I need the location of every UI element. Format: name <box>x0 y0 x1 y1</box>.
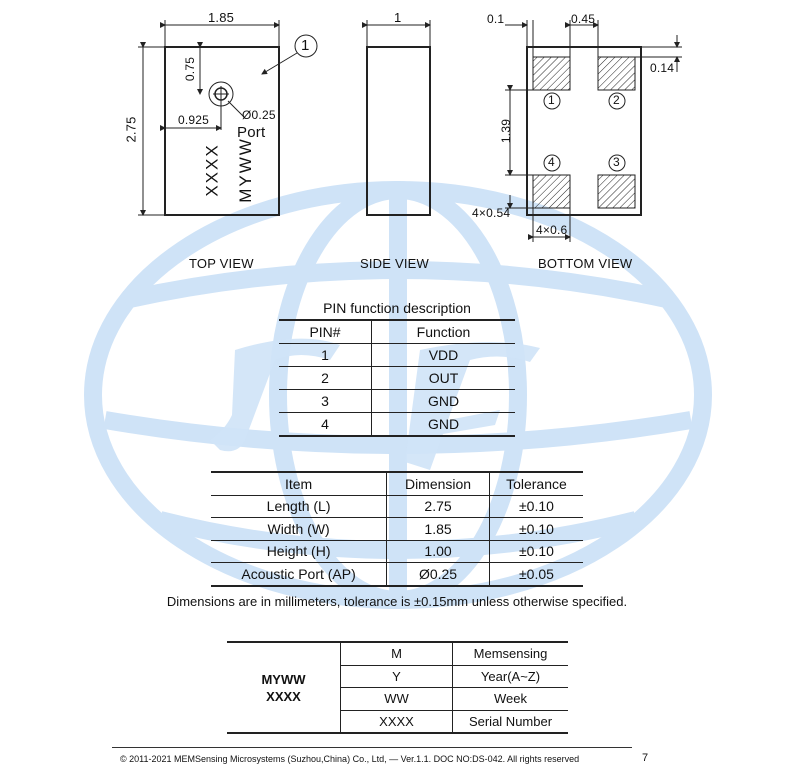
dim-edge: 0.1 <box>487 12 505 26</box>
page-number: 7 <box>642 752 649 764</box>
marking-meaning: Year(A~Z) <box>480 668 541 684</box>
marking-code <box>227 642 341 733</box>
footer-divider <box>112 747 632 748</box>
pin-function: GND <box>427 393 460 409</box>
dim-port-y: 0.75 <box>183 56 198 82</box>
header-item: Item <box>211 472 387 495</box>
port-label: Port <box>237 124 266 141</box>
dim-value: Ø0.25 <box>387 563 490 586</box>
tolerance-note: Dimensions are in millimeters, tolerance is ±0.15mm unless otherwise specified. <box>166 594 628 609</box>
table-row <box>279 367 515 390</box>
table-row <box>279 413 515 437</box>
dim-item: Length (L) <box>211 495 387 518</box>
dim-port-x: 0.925 <box>178 113 210 127</box>
pad-label-4: 4 <box>548 155 555 169</box>
header-function: Function <box>416 324 471 340</box>
marking-code-line1: MYWW <box>261 671 306 687</box>
table-header-row <box>279 320 515 344</box>
top-view-caption: TOP VIEW <box>189 256 254 271</box>
pin-number: 1 <box>279 344 372 367</box>
table-row <box>279 390 515 413</box>
marking-symbol: XXXX <box>341 710 453 733</box>
pad-2 <box>598 57 635 90</box>
table-header-row <box>211 472 583 495</box>
pin-number: 2 <box>279 367 372 390</box>
table-row <box>211 518 583 541</box>
marking-meaning: Serial Number <box>468 713 553 729</box>
marking-table <box>227 641 568 734</box>
marking-symbol: WW <box>341 688 453 711</box>
dim-pad-height: 4×0.54 <box>472 206 511 220</box>
marking-date: MYWW <box>235 137 255 203</box>
header-dimension: Dimension <box>387 472 490 495</box>
pad-label-1: 1 <box>548 93 555 107</box>
pin-number: 3 <box>279 390 372 413</box>
dim-value: 1.00 <box>387 540 490 563</box>
dim-item: Height (H) <box>211 540 387 563</box>
dim-port-diameter: Ø0.25 <box>242 108 276 122</box>
header-tolerance: Tolerance <box>506 475 567 492</box>
pin-function: OUT <box>428 370 459 386</box>
table-row <box>211 540 583 563</box>
footer-copyright: © 2011-2021 MEMSensing Microsystems (Suzhou,China) Co., Ltd, — Ver.1.1. DOC NO:DS-042. All rights reserved <box>120 754 580 764</box>
header-pin: PIN# <box>279 320 372 344</box>
dim-height: 1 <box>394 10 402 25</box>
table-row <box>279 344 515 367</box>
pad-label-3: 3 <box>613 155 620 169</box>
marking-symbol: Y <box>341 665 453 688</box>
dim-top-edge: 0.14 <box>650 61 675 75</box>
pad-3 <box>598 175 635 208</box>
dim-pitch: 1.39 <box>499 118 514 144</box>
bottom-view-caption: BOTTOM VIEW <box>538 256 633 271</box>
table-row <box>211 563 583 586</box>
marking-meaning: Week <box>494 691 527 707</box>
dim-value: 2.75 <box>387 495 490 518</box>
dim-item: Acoustic Port (AP) <box>211 563 387 586</box>
table-row <box>211 495 583 518</box>
dim-item: Width (W) <box>211 518 387 541</box>
table-row <box>227 642 568 665</box>
dim-tolerance: ±0.10 <box>518 520 554 537</box>
dim-tolerance: ±0.05 <box>518 565 554 582</box>
dimension-table <box>211 471 583 587</box>
pin-table-title: PIN function description <box>323 300 471 316</box>
pin-number: 4 <box>279 413 372 437</box>
pad-1 <box>533 57 570 90</box>
side-view-caption: SIDE VIEW <box>360 256 429 271</box>
pin-function: GND <box>427 416 460 432</box>
dim-tolerance: ±0.10 <box>518 543 554 560</box>
side-view-body <box>367 47 430 215</box>
dim-value: 1.85 <box>387 518 490 541</box>
pin-function: VDD <box>428 347 459 363</box>
pin-function-table <box>279 319 515 437</box>
pin1-callout: 1 <box>301 37 310 54</box>
marking-code-line2: XXXX <box>266 688 301 704</box>
pad-label-2: 2 <box>613 93 620 107</box>
marking-serial: XXXX <box>202 143 222 197</box>
marking-symbol: M <box>341 642 453 665</box>
dim-length: 2.75 <box>123 116 139 143</box>
dim-pad-gap: 0.45 <box>571 12 596 26</box>
dim-pad-width: 4×0.6 <box>536 223 568 237</box>
dim-width: 1.85 <box>208 10 235 25</box>
pad-4 <box>533 175 570 208</box>
package-drawing <box>0 0 794 300</box>
dim-tolerance: ±0.10 <box>518 498 554 515</box>
marking-meaning: Memsensing <box>473 646 548 662</box>
